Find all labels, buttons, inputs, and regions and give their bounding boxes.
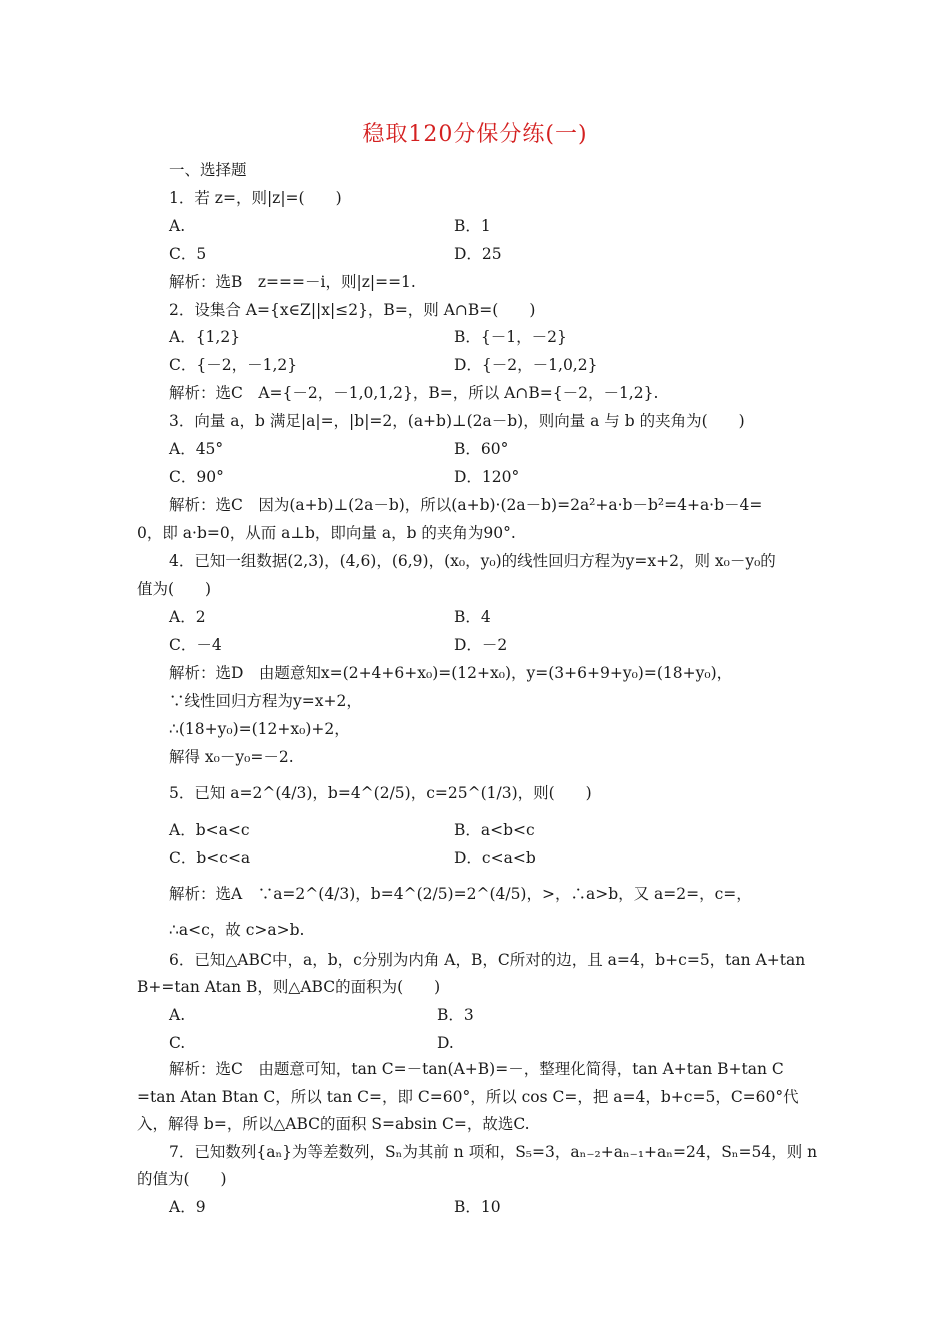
question-3-solution-line-2: 0，即 a·b=0，从而 a⊥b，即向量 a，b 的夹角为90°. bbox=[137, 524, 516, 542]
question-2-option-b: B．{－1，－2} bbox=[454, 328, 567, 346]
question-7-option-a: A．9 bbox=[169, 1198, 206, 1216]
question-5-option-c: C．b<c<a bbox=[169, 849, 251, 867]
question-5-option-b: B．a<b<c bbox=[454, 821, 535, 839]
question-6-stem-line-2: B+=tan Atan B，则△ABC的面积为( ) bbox=[137, 978, 441, 996]
question-4-option-d: D．－2 bbox=[454, 636, 508, 654]
question-1-option-d: D．25 bbox=[454, 245, 502, 263]
question-6-option-d: D. bbox=[437, 1034, 454, 1052]
question-7-stem-line-1: 7．已知数列{aₙ}为等差数列，Sₙ为其前 n 项和，S₅=3，aₙ₋₂+aₙ₋₁+aₙ=24，Sₙ=54，则 n bbox=[169, 1143, 818, 1161]
question-5-option-a: A．b<a<c bbox=[169, 821, 250, 839]
question-5-option-d: D．c<a<b bbox=[454, 849, 536, 867]
question-2-option-c: C．{－2，－1,2} bbox=[169, 356, 298, 374]
section-heading: 一、选择题 bbox=[169, 161, 247, 179]
question-2-solution: 解析：选C A={－2，－1,0,1,2}，B=，所以 A∩B={－2，－1,2}. bbox=[169, 384, 659, 402]
question-4-solution-line-2: ∵线性回归方程为y=x+2， bbox=[169, 692, 362, 710]
question-4-option-b: B．4 bbox=[454, 608, 491, 626]
question-4-option-a: A．2 bbox=[169, 608, 206, 626]
question-5-solution-line-2: ∴a<c，故 c>a>b. bbox=[169, 921, 305, 939]
question-6-solution-line-2: =tan Atan Btan C，所以 tan C=，即 C=60°，所以 cos C=，把 a=4，b+c=5，C=60°代 bbox=[137, 1088, 799, 1106]
question-7-option-b: B．10 bbox=[454, 1198, 501, 1216]
question-6-option-a: A. bbox=[169, 1006, 186, 1024]
question-5-solution-line-1: 解析：选A ∵a=2^(4/3)，b=4^(2/5)=2^(4/5)，>，∴a>b，又 a=2=，c=， bbox=[169, 885, 752, 903]
question-2-option-d: D．{－2，－1,0,2} bbox=[454, 356, 598, 374]
question-6-solution-line-3: 入，解得 b=，所以△ABC的面积 S=absin C=，故选C. bbox=[137, 1115, 530, 1133]
question-7-stem-line-2: 的值为( ) bbox=[137, 1170, 227, 1188]
question-6-stem-line-1: 6．已知△ABC中，a，b，c分别为内角 A，B，C所对的边，且 a=4，b+c=5，tan A+tan bbox=[169, 951, 806, 969]
question-4-solution-line-1: 解析：选D 由题意知x=(2+4+6+x₀)=(12+x₀)，y=(3+6+9+y₀)=(18+y₀)， bbox=[169, 664, 733, 682]
question-3-option-a: A．45° bbox=[169, 440, 224, 458]
question-4-solution-line-3: ∴(18+y₀)=(12+x₀)+2， bbox=[169, 720, 350, 738]
question-2-option-a: A．{1,2} bbox=[169, 328, 241, 346]
question-5-stem: 5．已知 a=2^(4/3)，b=4^(2/5)，c=25^(1/3)，则( ) bbox=[169, 784, 592, 802]
question-1-option-b: B．1 bbox=[454, 217, 491, 235]
question-2-stem: 2．设集合 A={x∈Z||x|≤2}，B=，则 A∩B=( ) bbox=[169, 301, 536, 319]
question-3-option-d: D．120° bbox=[454, 468, 520, 486]
question-4-option-c: C．－4 bbox=[169, 636, 222, 654]
question-3-solution-line-1: 解析：选C 因为(a+b)⊥(2a－b)，所以(a+b)·(2a－b)=2a²+a·b－b²=4+a·b－4= bbox=[169, 496, 763, 514]
question-1-solution: 解析：选B z===－i，则|z|==1. bbox=[169, 273, 416, 291]
question-1-stem: 1．若 z=，则|z|=( ) bbox=[169, 189, 342, 207]
question-6-option-c: C. bbox=[169, 1034, 186, 1052]
question-3-option-b: B．60° bbox=[454, 440, 509, 458]
question-4-stem-line-1: 4．已知一组数据(2,3)，(4,6)，(6,9)，(x₀，y₀)的线性回归方程为y=x+2，则 x₀－y₀的 bbox=[169, 552, 776, 570]
question-6-solution-line-1: 解析：选C 由题意可知，tan C=－tan(A+B)=－，整理化简得，tan A+tan B+tan C bbox=[169, 1060, 784, 1078]
question-1-option-c: C．5 bbox=[169, 245, 207, 263]
question-1-option-a: A. bbox=[169, 217, 186, 235]
question-3-stem: 3．向量 a，b 满足|a|=，|b|=2，(a+b)⊥(2a－b)，则向量 a 与 b 的夹角为( ) bbox=[169, 412, 745, 430]
page-title: 稳取120分保分练(一) bbox=[362, 122, 588, 147]
question-3-option-c: C．90° bbox=[169, 468, 224, 486]
question-4-solution-line-4: 解得 x₀－y₀=－2. bbox=[169, 748, 294, 766]
question-6-option-b: B．3 bbox=[437, 1006, 474, 1024]
question-4-stem-line-2: 值为( ) bbox=[137, 580, 212, 598]
